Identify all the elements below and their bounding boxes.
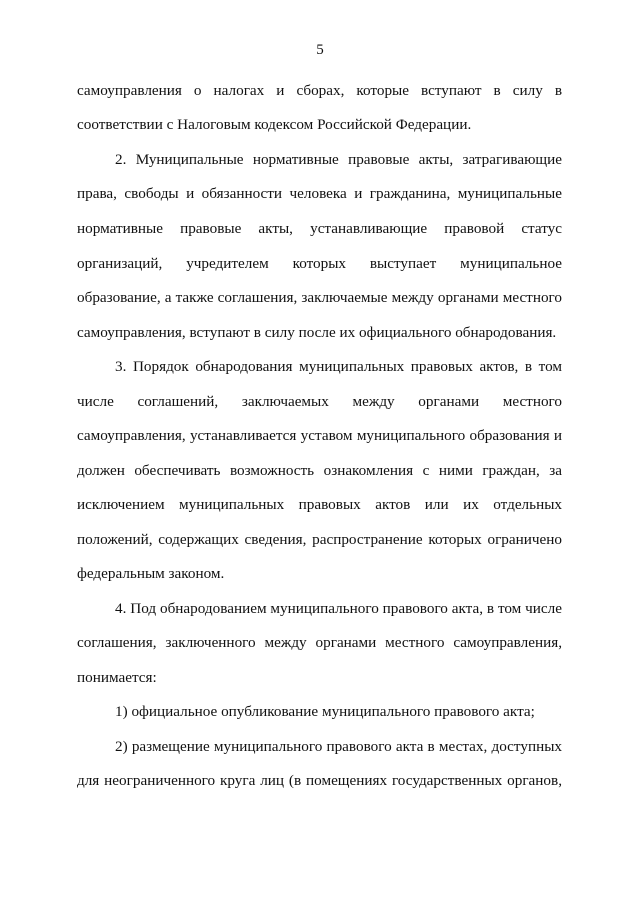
paragraph-start-line: 1) официальное опубликование муниципального правового акта; [115,703,535,720]
text-line: самоуправления, вступают в силу после их официального обнародования. [77,324,557,341]
text-line: числе соглашений, заключаемых между органами местного [77,393,562,410]
text-line: должен обеспечивать возможность ознакомления с ними граждан, за [77,462,562,479]
text-line: федеральным законом. [77,565,225,582]
text-line: исключением муниципальных правовых актов или их отдельных [77,496,562,513]
paragraph-start-line: 2) размещение муниципального правового акта в местах, доступных [115,738,562,755]
paragraph-start-line: 4. Под обнародованием муниципального правового акта, в том числе [115,600,562,617]
paragraph-start-line: 2. Муниципальные нормативные правовые акты, затрагивающие [115,151,562,168]
text-line: самоуправления, устанавливается уставом муниципального образования и [77,427,562,444]
text-line: права, свободы и обязанности человека и гражданина, муниципальные [77,185,562,202]
text-line: организаций, учредителем которых выступает муниципальное [77,255,562,272]
paragraph-start-line: 3. Порядок обнародования муниципальных правовых актов, в том [115,358,562,375]
text-line: нормативные правовые акты, устанавливающие правовой статус [77,220,562,237]
text-line: понимается: [77,669,157,686]
text-line: соглашения, заключенного между органами местного самоуправления, [77,634,562,651]
text-line: положений, содержащих сведения, распространение которых ограничено [77,531,562,548]
text-line: для неограниченного круга лиц (в помещениях государственных органов, [77,772,562,789]
text-line: образование, а также соглашения, заключаемые между органами местного [77,289,562,306]
text-line: соответствии с Налоговым кодексом Российской Федерации. [77,116,472,133]
page-number: 5 [316,42,324,58]
text-line: самоуправления о налогах и сборах, которые вступают в силу в [77,82,562,99]
